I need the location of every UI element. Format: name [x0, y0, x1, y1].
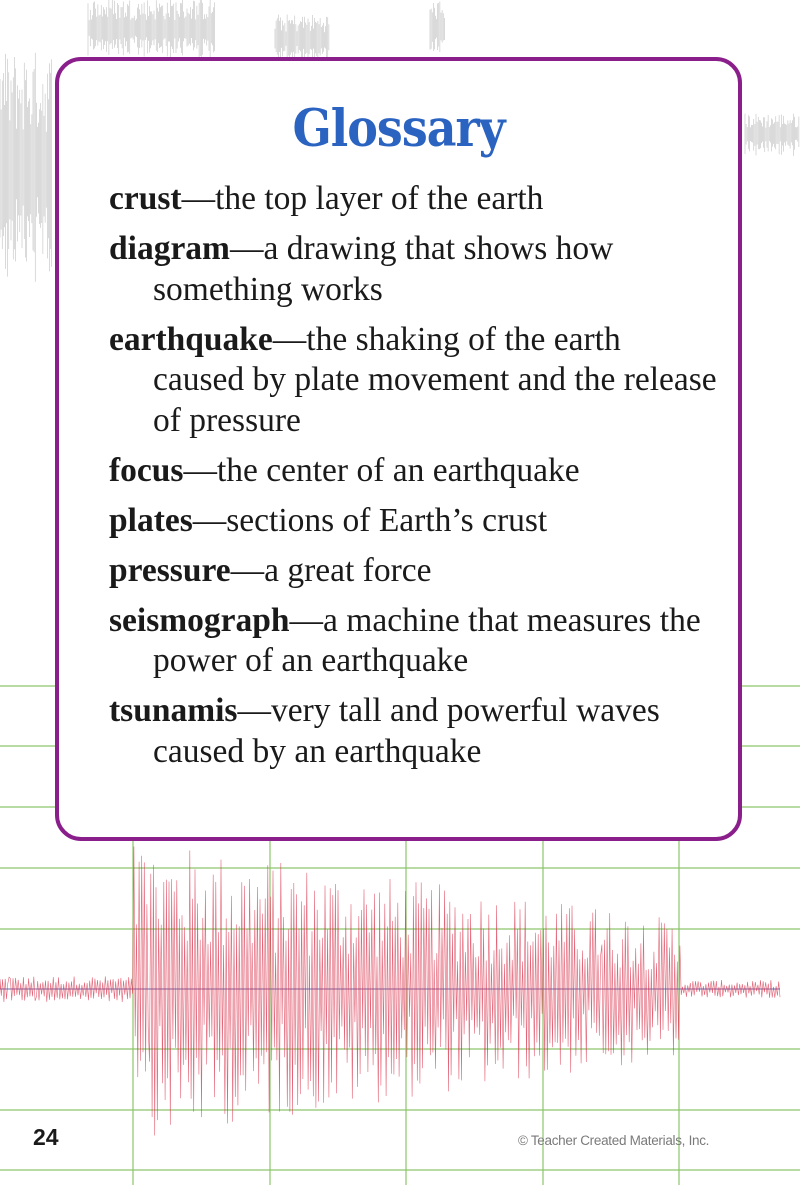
red-seismograph-trace	[0, 847, 780, 1136]
separator: —	[181, 180, 216, 217]
separator: —	[272, 320, 307, 358]
definition: the center of an earthquake	[216, 451, 580, 489]
separator: —	[192, 501, 227, 539]
glossary-box	[55, 57, 742, 841]
separator: —	[289, 601, 324, 639]
definition: a drawing that shows how something works	[153, 230, 614, 308]
separator: —	[183, 451, 217, 489]
glossary-entry-crust	[109, 179, 719, 220]
glossary-entry-pressure	[109, 551, 719, 592]
glossary-entry-tsunamis	[109, 691, 719, 772]
definition: a great force	[264, 551, 432, 589]
term: plates	[109, 501, 193, 539]
glossary-entry-earthquake	[109, 320, 719, 442]
separator: —	[230, 551, 265, 589]
term: crust	[109, 180, 182, 217]
glossary-entry-diagram	[109, 229, 719, 310]
term: earthquake	[109, 320, 273, 358]
glossary-entry-focus	[109, 451, 719, 492]
separator: —	[237, 692, 271, 729]
definition: the shaking of the earth caused by plate movement and the release of pressure	[153, 320, 717, 439]
term: tsunamis	[109, 692, 238, 729]
definition: a machine that measures the power of an earthquake	[153, 601, 701, 679]
definition: the top layer of the earth	[215, 180, 544, 217]
page-number: 24	[33, 1124, 59, 1150]
glossary-entry-plates	[109, 501, 719, 542]
definition: very tall and powerful waves caused by an earthquake	[153, 692, 660, 770]
term: diagram	[109, 230, 230, 267]
copyright-notice: © Teacher Created Materials, Inc.	[518, 1133, 710, 1148]
term: pressure	[109, 551, 231, 589]
definition: sections of Earth’s crust	[226, 501, 548, 539]
term: focus	[109, 451, 184, 489]
glossary-entry-seismograph	[109, 601, 719, 682]
term: seismograph	[109, 601, 290, 639]
glossary-list	[109, 179, 719, 782]
page-title: Glossary	[292, 97, 505, 159]
separator: —	[229, 230, 264, 267]
